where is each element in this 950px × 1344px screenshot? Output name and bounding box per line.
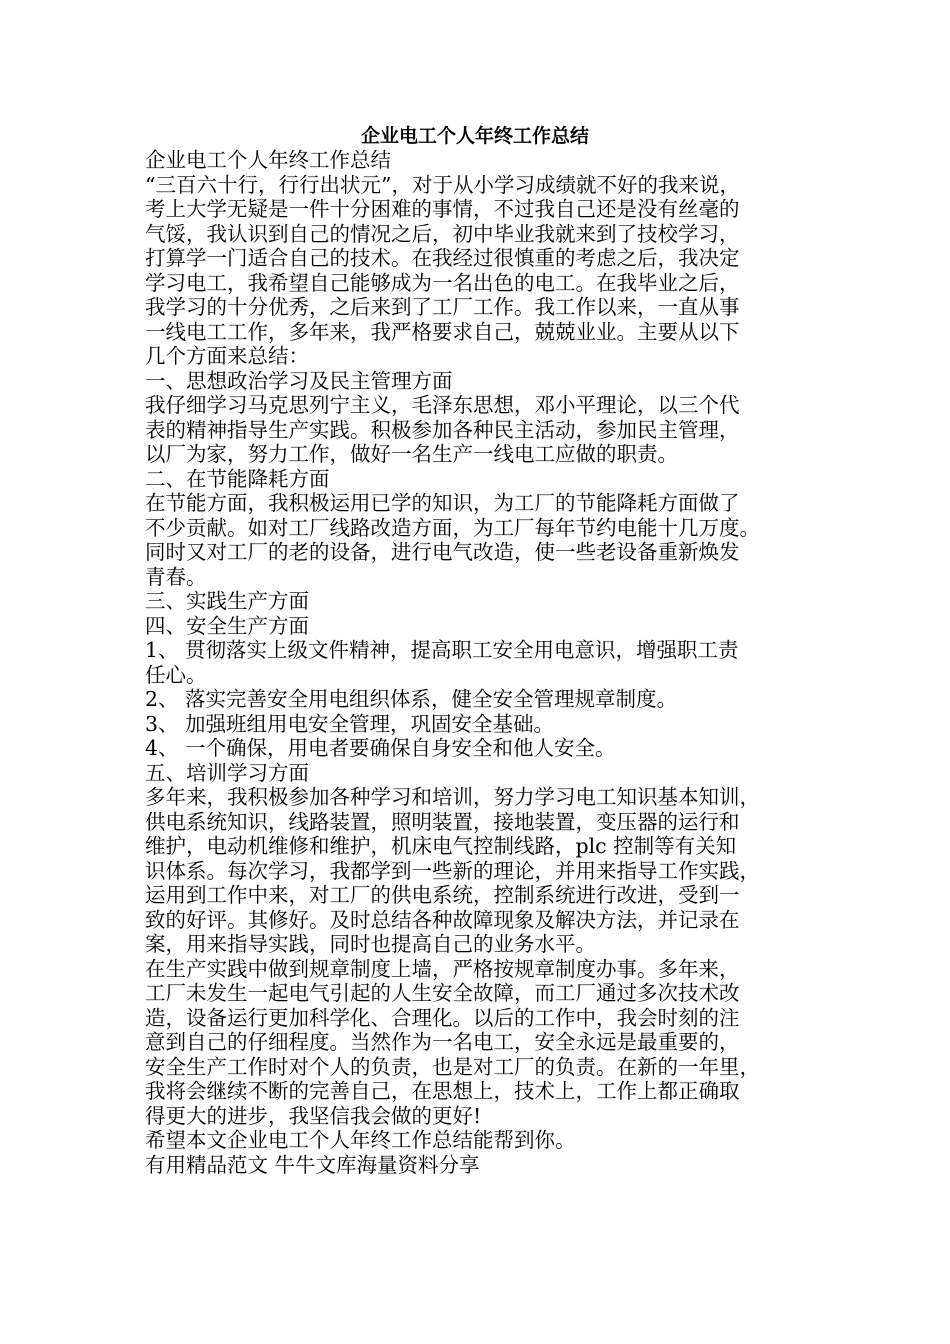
document-title: 企业电工个人年终工作总结	[360, 125, 589, 147]
text-line: 一、思想政治学习及民主管理方面	[145, 368, 453, 393]
text-line: 三、实践生产方面	[145, 589, 309, 613]
text-line: “三百六十行，行行出状元”，对于从小学习成绩就不好的我来说，	[145, 172, 740, 197]
text-line: 造，设备运行更加科学化、合理化。以后的工作中，我会时刻的注	[145, 1005, 740, 1030]
text-line: 案，用来指导实践，同时也提高自己的业务水平。	[145, 932, 596, 956]
text-line: 五、培训学习方面	[145, 760, 309, 785]
text-line: 任心。	[145, 662, 207, 687]
text-line: 企业电工个人年终工作总结	[145, 148, 391, 172]
text-line: 一线电工工作，多年来，我严格要求自己，兢兢业业。主要从以下	[145, 319, 740, 344]
text-line: 打算学一门适合自己的技术。在我经过很慎重的考虑之后，我决定	[145, 246, 740, 270]
text-line: 气馁，我认识到自己的情况之后，初中毕业我就来到了技校学习，	[145, 221, 740, 246]
text-line: 4、 一个确保，用电者要确保自身安全和他人安全。	[145, 736, 616, 760]
text-line: 多年来，我积极参加各种学习和培训，努力学习电工知识基本知训，	[145, 785, 760, 809]
text-line: 得更大的进步，我坚信我会做的更好!	[145, 1103, 482, 1128]
text-line: 以厂为家，努力工作，做好一名生产一线电工应做的职责。	[145, 442, 678, 466]
text-line: 维护，电动机维修和维护，机床电气控制线路，plc 控制等有关知	[145, 834, 737, 858]
document-body	[145, 148, 810, 1177]
text-line: 工厂未发生一起电气引起的人生安全故障，而工厂通过多次技术改	[145, 981, 740, 1005]
text-line: 希望本文企业电工个人年终工作总结能帮到你。	[145, 1128, 576, 1152]
text-line: 我将会继续不断的完善自己，在思想上，技术上，工作上都正确取	[145, 1079, 740, 1103]
text-line: 1、 贯彻落实上级文件精神，提高职工安全用电意识，增强职工责	[145, 638, 739, 662]
text-line: 意到自己的仔细程度。当然作为一名电工，安全永远是最重要的，	[145, 1030, 740, 1054]
text-line: 识体系。每次学习，我都学到一些新的理论，并用来指导工作实践，	[145, 858, 760, 883]
text-line: 2、 落实完善安全用电组织体系，健全安全管理规章制度。	[145, 687, 678, 711]
text-line: 考上大学无疑是一件十分困难的事情，不过我自己还是没有丝毫的	[145, 197, 740, 221]
text-line: 青春。	[145, 564, 207, 589]
text-line: 四、安全生产方面	[145, 613, 309, 638]
text-line: 几个方面来总结：	[145, 344, 309, 368]
text-line: 在生产实践中做到规章制度上墙，严格按规章制度办事。多年来，	[145, 956, 740, 981]
text-line: 有用精品范文 牛牛文库海量资料分享	[145, 1152, 480, 1177]
text-line: 学习电工，我希望自己能够成为一名出色的电工。在我毕业之后，	[145, 270, 740, 295]
text-line: 二、在节能降耗方面	[145, 466, 330, 491]
text-line: 表的精神指导生产实践。积极参加各种民主活动，参加民主管理，	[145, 417, 740, 442]
text-line: 我学习的十分优秀，之后来到了工厂工作。我工作以来，一直从事	[145, 295, 740, 319]
text-line: 在节能方面，我积极运用已学的知识，为工厂的节能降耗方面做了	[145, 491, 740, 515]
text-line: 致的好评。其修好。及时总结各种故障现象及解决方法，并记录在	[145, 907, 740, 932]
text-line: 3、 加强班组用电安全管理，巩固安全基础。	[145, 711, 555, 736]
text-line: 运用到工作中来，对工厂的供电系统，控制系统进行改进，受到一	[145, 883, 740, 907]
text-line: 供电系统知识，线路装置，照明装置，接地装置，变压器的运行和	[145, 809, 740, 834]
text-line: 安全生产工作时对个人的负责，也是对工厂的负责。在新的一年里，	[145, 1054, 760, 1079]
text-line: 不少贡献。如对工厂线路改造方面，为工厂每年节约电能十几万度。	[145, 515, 760, 540]
text-line: 同时又对工厂的老的设备，进行电气改造，使一些老设备重新焕发	[145, 540, 740, 564]
text-line: 我仔细学习马克思列宁主义，毛泽东思想，邓小平理论，以三个代	[145, 393, 740, 417]
